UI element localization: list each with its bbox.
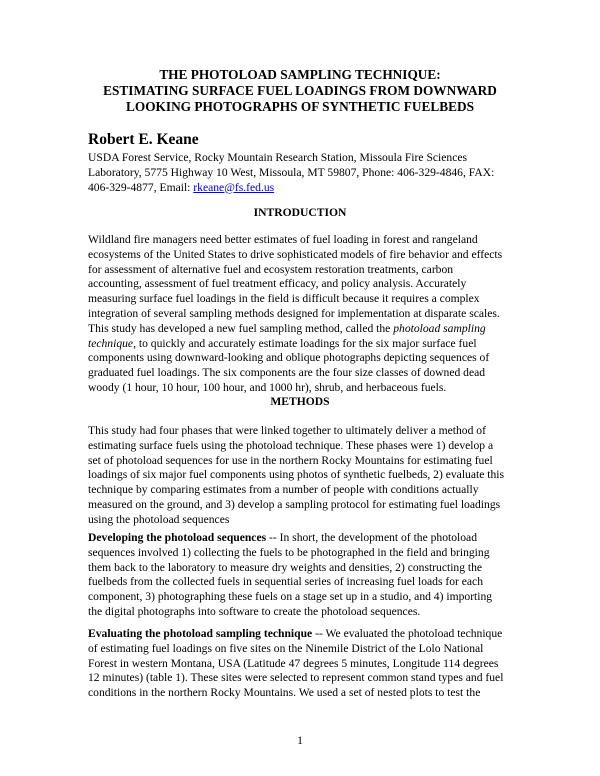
paragraph-line: measuring surface fuel loadings in the field is difficult because it requires a complex xyxy=(88,292,480,306)
paragraph-line: This study had four phases that were linked together to ultimately deliver a method of xyxy=(88,424,486,437)
line-text: This study has developed a new fuel sampling method, called the xyxy=(88,321,394,335)
affiliation-line: Laboratory, 5775 Highway 10 West, Missoula, MT 59807, Phone: 406-329-4846, FAX: xyxy=(88,165,495,179)
paper-title xyxy=(70,67,530,115)
line-text: , to quickly and accurately estimate loadings for the six major surface fuel xyxy=(133,336,477,350)
paragraph-line: graduated fuel loadings. The six components are the four size classes of downed dead xyxy=(88,366,486,380)
developing-paragraph xyxy=(88,531,538,620)
methods-paragraph xyxy=(88,424,538,528)
author-affiliation xyxy=(88,151,528,195)
paragraph-line: estimating surface fuels using the photoload technique. These phases were 1) develop a xyxy=(88,438,494,452)
paragraph-line: fuelbeds from the collected fuels in sequential series of increasing fuel loads for each xyxy=(88,575,484,589)
methods-heading: METHODS xyxy=(270,395,330,408)
paragraph-line xyxy=(88,531,538,546)
introduction-heading: INTRODUCTION xyxy=(253,206,347,219)
paragraph-line: loadings of six major fuel components using photos of synthetic fuelbeds, 2) evaluate this xyxy=(88,468,505,482)
paragraph-line: the digital photographs into software to create the photoload sequences. xyxy=(88,604,421,618)
subsection-heading: Developing the photoload sequences xyxy=(88,531,267,544)
paragraph-line: technique by comparing estimates from a number of people with conditions actually xyxy=(88,483,479,497)
title-line: LOOKING PHOTOGRAPHS OF SYNTHETIC FUELBEDS xyxy=(126,99,474,114)
page-number: 1 xyxy=(297,734,303,747)
paragraph-line: Forest in western Montana, USA (Latitude 47 degrees 5 minutes, Longitude 114 degrees xyxy=(88,656,499,670)
paragraph-line: Wildland fire managers need better estimates of fuel loading in forest and rangeland xyxy=(88,233,478,246)
line-text: -- In short, the development of the photoload xyxy=(266,531,477,544)
paragraph-line: components using downward-looking and oblique photographs depicting sequences of xyxy=(88,351,490,365)
title-line: THE PHOTOLOAD SAMPLING TECHNIQUE: xyxy=(159,67,441,82)
line-text: -- We evaluated the photoload technique xyxy=(312,627,503,640)
paragraph-line: sequences involved 1) collecting the fuels to be photographed in the field and bringing xyxy=(88,545,490,559)
paragraph-line: conditions in the northern Rocky Mountains. We used a set of nested plots to test the xyxy=(88,686,481,700)
email-link[interactable]: rkeane@fs.fed.us xyxy=(193,180,275,194)
affiliation-contact: 406-329-4877, Email: xyxy=(88,180,194,194)
paragraph-line: ecosystems of the United States to drive sophisticated models of fire behavior and effects xyxy=(88,247,503,261)
paragraph-line: component, 3) photographing these fuels on a stage set up in a studio, and 4) importing xyxy=(88,590,493,604)
paragraph-line xyxy=(88,627,538,642)
paragraph-line xyxy=(88,337,538,352)
paragraph-line: using the photoload sequences xyxy=(88,512,230,526)
paragraph-line: set of photoload sequences for use in the northern Rocky Mountains for estimating fuel xyxy=(88,453,493,467)
affiliation-line xyxy=(88,181,528,196)
title-line: ESTIMATING SURFACE FUEL LOADINGS FROM DOWNWARD xyxy=(103,83,497,98)
author-name: Robert E. Keane xyxy=(88,131,199,148)
paragraph-line: 12 minutes) (table 1). These sites were selected to represent common stand types and fuel xyxy=(88,671,504,685)
subsection-heading: Evaluating the photoload sampling technique xyxy=(88,627,313,640)
evaluating-paragraph xyxy=(88,627,538,701)
paragraph-line: them back to the laboratory to measure dry weights and densities, 2) constructing the xyxy=(88,560,483,574)
affiliation-line: USDA Forest Service, Rocky Mountain Research Station, Missoula Fire Sciences xyxy=(88,151,467,164)
paragraph-line: integration of several sampling methods designed for implementation at disparate scales. xyxy=(88,306,500,320)
method-name-emphasis: technique xyxy=(88,336,134,350)
paragraph-line: of estimating fuel loadings on five sites on the Ninemile District of the Lolo National xyxy=(88,641,484,655)
paragraph-line: woody (1 hour, 10 hour, 100 hour, and 1000 hr), shrub, and herbaceous fuels. xyxy=(88,380,447,394)
introduction-paragraph xyxy=(88,233,538,396)
method-name-emphasis: photoload sampling xyxy=(393,321,486,335)
paragraph-line: accounting, assessment of fuel treatment efficacy, and policy analysis. Accurately xyxy=(88,277,467,291)
paragraph-line: measured on the ground, and 3) develop a sampling protocol for estimating fuel loadings xyxy=(88,497,501,511)
paragraph-line: for assessment of alternative fuel and ecosystem restoration treatments, carbon xyxy=(88,262,454,276)
paragraph-line xyxy=(88,322,538,337)
